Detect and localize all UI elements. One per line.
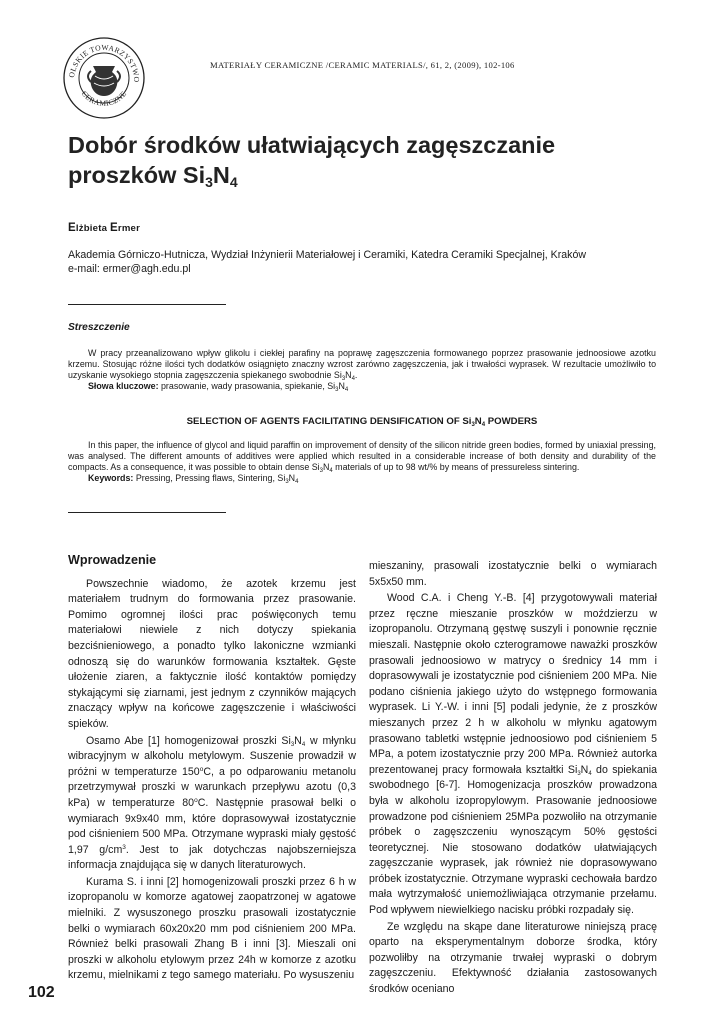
- body-paragraph: [369, 591, 657, 918]
- author-name-part: rmer: [117, 223, 141, 234]
- keywords-label: Słowa kluczowe:: [88, 381, 159, 391]
- english-title: [68, 416, 656, 427]
- subscript: 3: [335, 387, 339, 393]
- keywords-text: prasowanie, wady prasowania, spiekanie, Si: [158, 381, 336, 391]
- body-text: Wood C.A. i Cheng Y.-B. [4] przygotowywali materiał przez ręczne mieszanie proszków w moździerzu w izopropanolu. Otrzymaną gęstwę suszyli i ponownie ręcznie mieszali. Następnie około czterogramowe naważki proszków prasowali jednoosiowo w matrycy o średnicy 14 mm i doprasowywali je izostatycznie pod ciśnieniem 200 MPa. Nie podano ciśnienia jakiego użyto do wstępnego formowania wyprasek. Li Y.-W. i inni [5] podali jedynie, że z proszków mieszanych przez 2 h w alkoholu w młynku agatowym prasowano tabletki wstępnie jednoosiowo pod ciśnieniem 5 MPa, a potem izostatycznie przy 200 MPa. Również autorka prezentowanej pracy formowała kształtki Si: [369, 592, 657, 776]
- english-title-text: SELECTION OF AGENTS FACILITATING DENSIFICATION OF Si: [186, 416, 472, 427]
- keywords-english: [68, 473, 656, 484]
- abstract-english: [68, 440, 656, 484]
- degree-sup: o: [199, 765, 204, 773]
- author-email: e-mail: ermer@agh.edu.pl: [68, 263, 191, 275]
- body-paragraph: Powszechnie wiadomo, że azotek krzemu jest materiałem trudnym do formowania przez prasowanie. Pomimo ogromnej ilości prac poświęconych temu materiałowi niewiele z nich dotyczy spiekania bezciśnieniowego, a ponadto tylko lakoniczne wzmianki odnoszą się do warunków formowania kształtek. Gęste ułożenie ziaren, a faktycznie ilość kontaktów pomiędzy stykającymi się ziarnami, jest jednym z czynników mających znaczący wpływ na końcowe zagęszczenie i właściwości spieków.: [68, 577, 356, 730]
- keywords-label: Keywords:: [88, 473, 134, 483]
- degree-sup: o: [194, 796, 198, 804]
- body-text: Osamo Abe [1] homogenizował proszki Si: [86, 734, 291, 747]
- abstract-polish: [68, 348, 656, 392]
- keywords-polish: [68, 381, 656, 392]
- affiliation-block: [68, 248, 668, 276]
- society-logo: [62, 36, 146, 120]
- body-column-right: [369, 559, 657, 999]
- affiliation: Akademia Górniczo-Hutnicza, Wydział Inżynierii Materiałowej i Ceramiki, Katedra Ceramiki Specjalnej, Kraków: [68, 249, 587, 261]
- logo-text-bottom: CERAMICZNE: [79, 89, 129, 108]
- abstract-text-end: .: [354, 370, 358, 380]
- journal-reference: MATERIAŁY CERAMICZNE /CERAMIC MATERIALS/, 61, 2, (2009), 102-106: [210, 60, 515, 70]
- title-line-2: [68, 160, 668, 190]
- subscript: 3: [577, 770, 581, 777]
- body-text: C, a po odparowaniu metanolu przetrzymywał proszki w warunkach przepływu azotu (0,3 kPa) w temperaturze 80: [68, 765, 356, 809]
- subscript: 4: [588, 770, 592, 777]
- abstract-text: materials of up to 98 wt/% by means of pressureless sintering.: [332, 462, 580, 472]
- english-title-text: POWDERS: [485, 416, 538, 427]
- body-text: . Jest to jak dotychczas najobszerniejsza informacja znajdująca się w danych literaturowych.: [68, 843, 356, 872]
- abstract-paragraph: [68, 348, 656, 381]
- abstract-text: In this paper, the influence of glycol and liquid paraffin on improvement of density of the silicon nitride green bodies, formed by uniaxial pressing, was analysed. The different amounts of additives were applied which resulted in a considerable increase of both density and durability of the compacts. As a consequence, it was possible to obtain dense Si: [68, 440, 656, 472]
- body-paragraph: Ze względu na skąpe dane literaturowe niniejszą pracę oparto na eksperymentalnym doborze środka, który pozwoliłby na otrzymanie trwałej wypraski o dobrym zagęszczeniu. Efektywność działania zastosowanych środków oceniano: [369, 920, 657, 996]
- page-number: 102: [28, 984, 55, 1001]
- logo-text-top: OLSKIE TOWARZYSTWO: [67, 42, 142, 83]
- body-paragraph: [68, 734, 356, 874]
- body-text: do spiekania swobodnego [6-7]. Homogenizacja proszków prowadzona była w alkoholu izopropylowym. Prasowanie jednoosiowe prowadzone pod ciśnieniem 25MPa pozwoliło na otrzymanie próbek o zagęszczeniu wynoszącym 50% gęstości teoretycznej. Nie stosowano dodatków ułatwiających zagęszczanie wyprasek, jak również nie doprasowywano próbek izostatycznie. Otrzymane wypraski cechowała bardzo mała wytrzymałość uniemożliwiająca otrzymanie przełamu. Pod wpływem niewielkiego nacisku próbki rozpadały się.: [369, 763, 657, 917]
- formula-n: N: [580, 763, 589, 776]
- section-heading: Wprowadzenie: [68, 553, 157, 567]
- title-part: proszków Si: [68, 162, 206, 188]
- formula-n: N: [474, 416, 482, 427]
- body-column-left: [68, 553, 356, 985]
- divider-top: [68, 304, 226, 306]
- subscript: 3: [319, 468, 323, 474]
- logo-emblem: [62, 36, 146, 120]
- divider-bottom: [68, 512, 226, 514]
- body-paragraph: mieszaniny, prasowali izostatycznie belki o wymiarach 5x5x50 mm.: [369, 560, 657, 588]
- subscript: 4: [329, 468, 333, 474]
- keywords-text: Pressing, Pressing flaws, Sintering, Si: [133, 473, 286, 483]
- subscript: 3: [471, 422, 475, 428]
- author-initial: E: [110, 222, 118, 234]
- article-title: [68, 130, 668, 190]
- formula-n: N: [338, 381, 345, 391]
- body-paragraph: Kurama S. i inni [2] homogenizowali proszki przez 6 h w izopropanolu w komorze agatowej zaopatrzonej w agatowe mielniki. Z wysuszonego proszku prasowali izostatycznie belki o wymiarach 60x20x20 mm pod ciśnieniem 200 MPa. Również belki prasowali Zhang B i inni [3]. Mieszali oni proszki w alkoholu etylowym przez 24h w komorze z azotku krzemu, mielnikami z tego samego materiału. Po wysuszeniu: [68, 875, 356, 982]
- author-name-part: lżbieta: [75, 223, 108, 234]
- title-subscript: 4: [229, 174, 238, 190]
- body-text: w młynku wibracyjnym w alkoholu metylowym. Suszenie prowadził w próżni w temperaturze 150: [68, 734, 356, 778]
- title-line-1: Dobór środków ułatwiających zagęszczanie: [68, 132, 556, 158]
- title-part: N: [212, 162, 230, 188]
- formula-n: N: [294, 734, 302, 747]
- author-initial: E: [68, 222, 76, 234]
- abstract-text: W pracy przeanalizowano wpływ glikolu i ciekłej parafiny na poprawę zagęszczenia formowanego poprzez prasowanie jednoosiowe azotku krzemu. Stosując różne ilości tych dodatków osiągnięto znaczny wzrost zarówno zagęszczenia, jak i trwałości wyprasek. W rezultacie umożliwiło to uzyskanie wysokiego stopnia zagęszczenia spiekanego swobodnie Si: [68, 348, 656, 380]
- subscript: 4: [301, 741, 306, 748]
- subscript: 4: [481, 422, 486, 428]
- subscript: 3: [285, 479, 289, 485]
- subscript: 4: [344, 387, 349, 393]
- subscript: 3: [341, 376, 346, 382]
- formula-n: N: [288, 473, 296, 483]
- formula-n: N: [345, 370, 352, 380]
- subscript: 4: [351, 376, 355, 382]
- body-text: C. Następnie prasował belki o wymiarach 9x9x40 mm, które doprasowywał izostatycznie pod ciśnieniem 500 MPa. Otrzymane wypraski miały gęstość 1,97 g/cm: [68, 796, 356, 856]
- abstract-paragraph: [68, 440, 656, 473]
- author-name: [68, 222, 140, 234]
- cube-sup: 3: [122, 843, 126, 851]
- subscript: 3: [290, 741, 295, 748]
- title-subscript: 3: [205, 174, 213, 190]
- abstract-heading: Streszczenie: [68, 322, 130, 333]
- subscript: 4: [295, 479, 299, 485]
- formula-n: N: [322, 462, 330, 472]
